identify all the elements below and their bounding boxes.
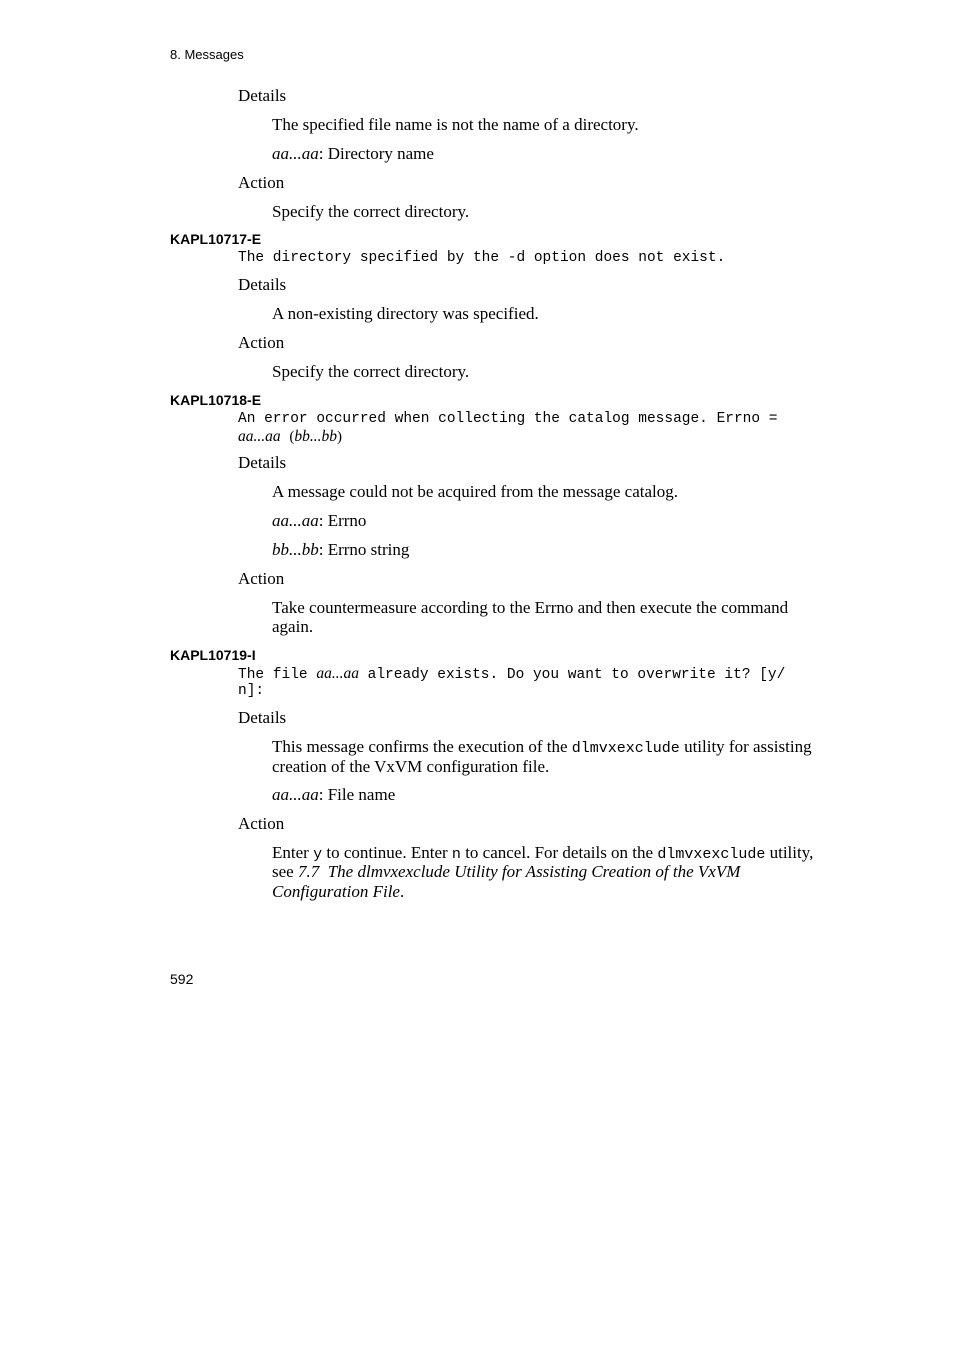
action-text xyxy=(272,843,813,863)
cross-reference-link[interactable]: Configuration File xyxy=(272,882,400,901)
message-variable: aa...aa xyxy=(316,665,359,682)
message-variable: bb...bb xyxy=(294,428,337,445)
message-id: KAPL10719-I xyxy=(170,647,256,663)
message-text xyxy=(238,665,785,683)
variable-name: aa...aa xyxy=(272,785,319,804)
action-label: Action xyxy=(238,173,285,192)
message-part: The file xyxy=(238,667,317,683)
message-id: KAPL10718-E xyxy=(170,392,262,408)
action-text: Specify the correct directory. xyxy=(272,362,470,381)
text-part: to continue. Enter xyxy=(322,843,452,862)
message-variable: aa...aa xyxy=(238,428,281,445)
variable-description xyxy=(272,144,434,164)
text-part: . xyxy=(399,882,405,901)
text-part: see xyxy=(272,862,298,881)
message-text-continued: aa...aa (bb...bb) xyxy=(238,428,342,445)
cross-reference-link[interactable]: 7.7 The dlmvxexclude Utility for Assisting Creation of the VxVM xyxy=(297,862,741,881)
variable-description xyxy=(272,785,395,805)
details-text xyxy=(272,737,812,757)
action-text-continued: again. xyxy=(272,617,314,636)
details-text: A message could not be acquired from the message catalog. xyxy=(272,482,678,501)
text-part: to cancel. For details on the xyxy=(460,843,658,862)
variable-description xyxy=(272,511,366,531)
action-text: Take countermeasure according to the Errno and then execute the command xyxy=(272,598,789,617)
details-label: Details xyxy=(238,86,287,105)
key-n: n xyxy=(451,846,461,863)
variable-meaning: : Directory name xyxy=(318,144,434,163)
action-label: Action xyxy=(238,333,285,352)
action-text-continued xyxy=(272,862,740,882)
action-text: Specify the correct directory. xyxy=(272,202,470,221)
key-y: y xyxy=(313,846,323,863)
message-text: The directory specified by the -d option does not exist. xyxy=(238,250,726,266)
variable-meaning: : Errno string xyxy=(318,540,410,559)
page-number: 592 xyxy=(170,971,194,987)
text-part: utility, xyxy=(765,843,814,862)
action-label: Action xyxy=(238,814,285,833)
text-part: Enter xyxy=(272,843,314,862)
details-text: The specified file name is not the name of a directory. xyxy=(272,115,639,134)
variable-description xyxy=(272,540,409,560)
details-text-continued: creation of the VxVM configuration file. xyxy=(272,757,550,776)
message-part: already exists. Do you want to overwrite it? [y/ xyxy=(358,667,786,683)
command-name: dlmvxexclude xyxy=(657,846,766,863)
variable-meaning: : Errno xyxy=(318,511,367,530)
running-header: 8. Messages xyxy=(170,47,244,62)
variable-name: aa...aa xyxy=(272,511,319,530)
details-label: Details xyxy=(238,275,287,294)
variable-meaning: : File name xyxy=(318,785,396,804)
message-text: An error occurred when collecting the catalog message. Errno = xyxy=(238,411,778,427)
message-id: KAPL10717-E xyxy=(170,231,262,247)
details-text: A non-existing directory was specified. xyxy=(272,304,539,323)
text-part: This message confirms the execution of the xyxy=(272,737,572,756)
action-label: Action xyxy=(238,569,285,588)
text-part: utility for assisting xyxy=(679,737,812,756)
details-label: Details xyxy=(238,453,287,472)
message-text-continued: n]: xyxy=(238,683,265,699)
details-label: Details xyxy=(238,708,287,727)
action-text-continued xyxy=(272,882,404,902)
command-name: dlmvxexclude xyxy=(571,740,680,757)
variable-name: bb...bb xyxy=(272,540,319,559)
variable-name: aa...aa xyxy=(272,144,319,163)
